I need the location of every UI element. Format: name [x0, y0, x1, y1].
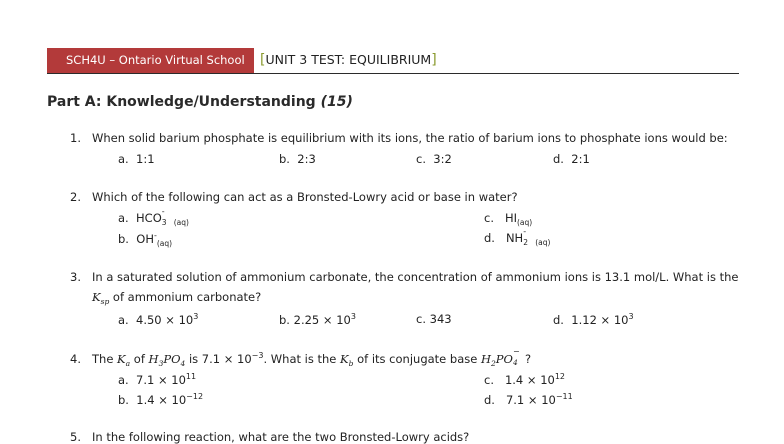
- q4-option-d[interactable]: d. $7.1 \times 10^{-11}$: [484, 392, 573, 407]
- q2-option-d[interactable]: d. NH - 2 $_{(aq)}$: [484, 227, 551, 247]
- question-text: Which of the following can act as a Bronsted-Lowry acid or base in water?: [92, 190, 518, 204]
- question-3: [70, 270, 738, 284]
- q1-option-a[interactable]: a. 1:1: [118, 152, 155, 166]
- question-number: 1.: [70, 131, 81, 145]
- question-number: 2.: [70, 190, 81, 204]
- q4-option-b[interactable]: b. $1.4 \times 10^{-12}$: [118, 392, 204, 407]
- part-heading: [47, 94, 353, 110]
- q1-option-d[interactable]: d. 2:1: [553, 152, 590, 166]
- header-rule: [47, 73, 739, 74]
- question-3-continued: $K_{sp}$ of ammonium carbonate?: [92, 290, 262, 306]
- q2-option-c[interactable]: c. $HI_{(aq)}$: [484, 211, 533, 227]
- q3-option-d[interactable]: d. $1.12 \times 10^3$: [553, 312, 634, 327]
- q1-option-b[interactable]: b. 2:3: [279, 152, 316, 166]
- q2-option-a[interactable]: a. HCO - 3 $_{(aq)}$: [118, 207, 189, 227]
- question-1: [70, 131, 728, 145]
- question-number: 3.: [70, 270, 81, 284]
- q3-option-b[interactable]: b. $2.25 \times 10^3$: [279, 312, 356, 327]
- question-text: When solid barium phosphate is equilibrium with its ions, the ratio of barium ions to phosphate ions would be:: [92, 131, 728, 145]
- question-text: In the following reaction, what are the two Bronsted-Lowry acids?: [92, 430, 470, 444]
- q4-option-c[interactable]: c. $1.4 \times 10^{12}$: [484, 372, 566, 387]
- q4-option-a[interactable]: a. $7.1 \times 10^{11}$: [118, 372, 197, 387]
- question-number: 4.: [70, 352, 81, 366]
- test-title: [260, 52, 437, 68]
- question-text: In a saturated solution of ammonium carbonate, the concentration of ammonium ions is 13.1 mol/L. What is the: [92, 270, 739, 284]
- question-2: [70, 190, 518, 204]
- question-5: [70, 430, 469, 444]
- part-label: Part A: Knowledge/Understanding: [47, 94, 316, 110]
- question-number: 5.: [70, 430, 81, 444]
- q1-option-c[interactable]: c. 3:2: [416, 152, 452, 166]
- q2-option-b[interactable]: b. $OH^-_{(aq)}$: [118, 231, 173, 248]
- q3-option-a[interactable]: a. $4.50 \times 10^3$: [118, 312, 199, 327]
- q3-option-c[interactable]: c. 343: [416, 312, 452, 326]
- title-bracket-open: [: [260, 52, 266, 68]
- title-bracket-close: ]: [431, 52, 437, 68]
- title-text: UNIT 3 TEST: EQUILIBRIUM: [265, 52, 432, 67]
- part-marks: (15): [320, 94, 353, 110]
- question-4: 4. The $K_a$ of $H_3PO_4$ is $7.1 \times 10^{-3}$. What is the $K_b$ of its conjugate base $H_2PO$ − 4 ?: [70, 347, 532, 368]
- course-name: SCH4U – Ontario Virtual School: [66, 53, 245, 67]
- course-banner: [47, 48, 254, 73]
